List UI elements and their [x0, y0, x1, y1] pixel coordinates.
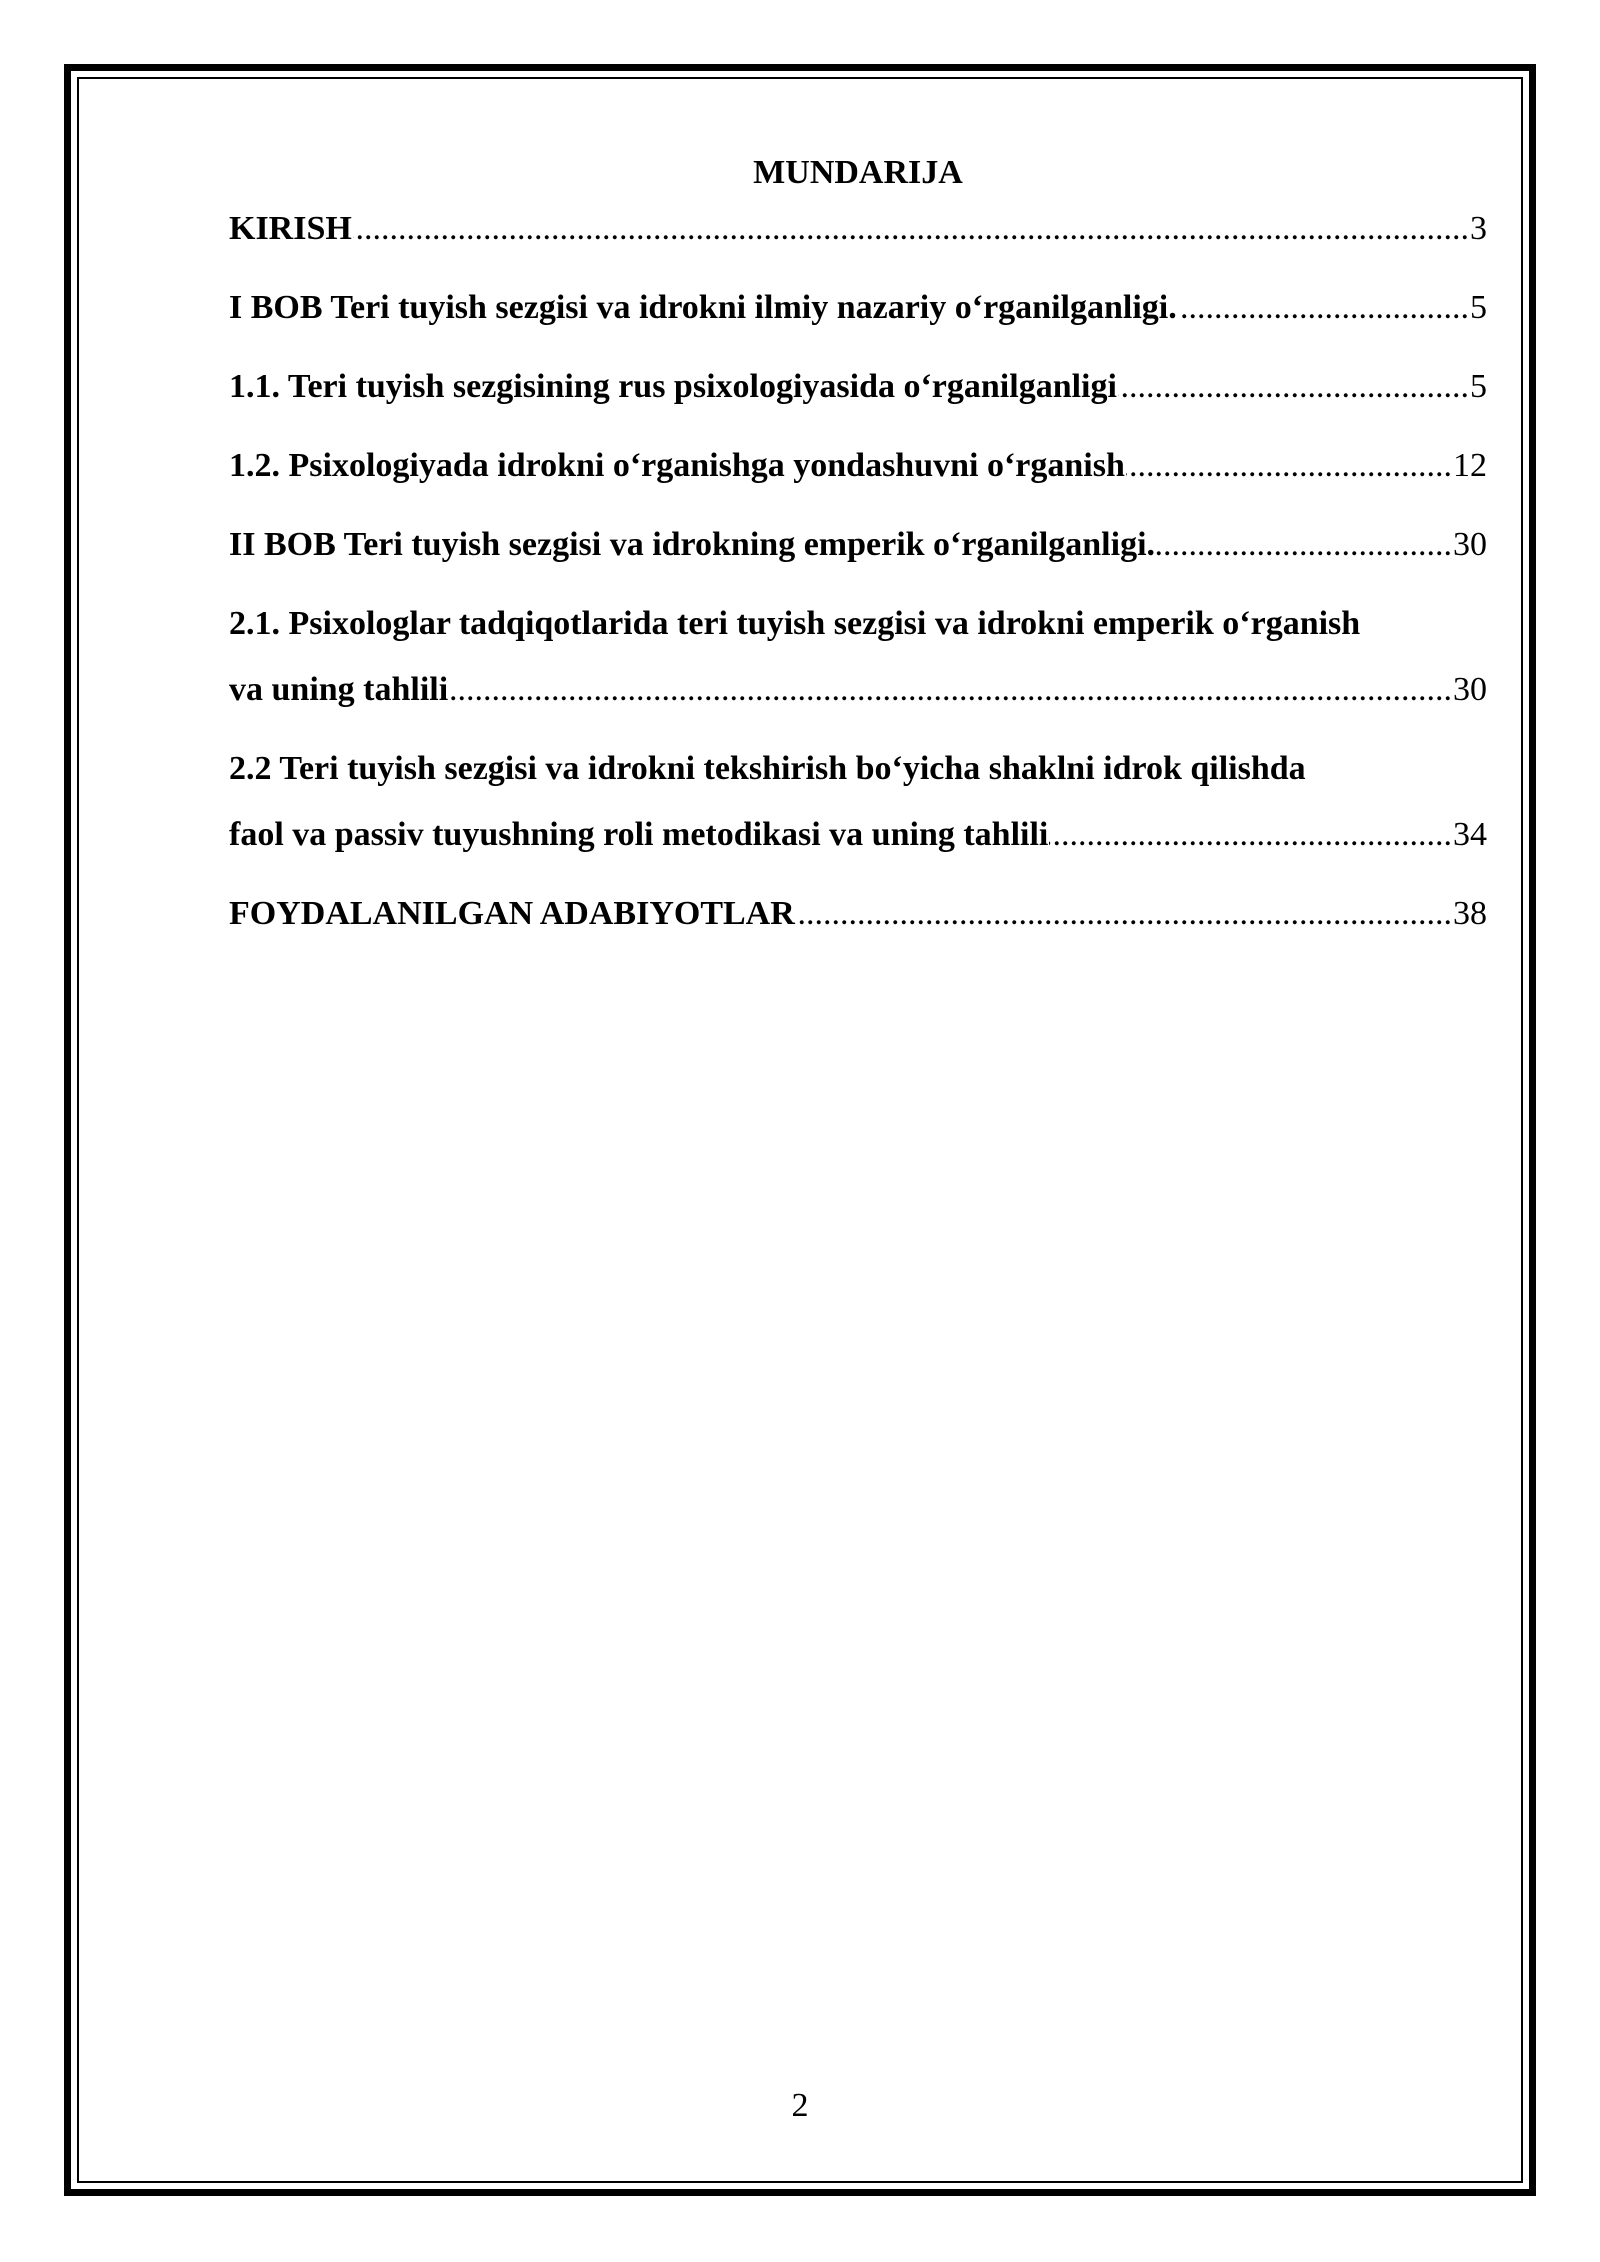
toc-entry-title-line: 2.1. Psixologlar tadqiqotlarida teri tuyish sezgisi va idrokni emperik oʻrganish [229, 605, 1361, 642]
dot-leader [1118, 354, 1469, 420]
dot-leader [353, 196, 1469, 262]
toc-entry-section-1-1[interactable] [229, 354, 1487, 420]
dot-leader [796, 881, 1452, 947]
toc-entry-title: va uning tahlili [229, 671, 449, 708]
page-number: 2 [791, 2087, 809, 2124]
toc-entry-title: II BOB Teri tuyish sezgisi va idrokning emperik oʻrganilganligi. [229, 526, 1156, 563]
toc-entry-title: 1.2. Psixologiyada idrokni oʻrganishga yondashuvni oʻrganish [229, 447, 1125, 484]
toc-entry-section-2-2[interactable] [229, 736, 1487, 868]
toc-line [229, 196, 1487, 262]
toc-entry-title: 1.1. Teri tuyish sezgisining rus psixologiyasida oʻrganilganligi [229, 368, 1117, 405]
page-title: MUNDARIJA [753, 154, 963, 191]
toc-line [229, 512, 1487, 578]
toc-page-number: 5 [1470, 368, 1487, 405]
toc-entry-kirish[interactable] [229, 196, 1487, 262]
toc-entry-section-2-1[interactable] [229, 591, 1487, 723]
toc-entry-title: FOYDALANILGAN ADABIYOTLAR [229, 895, 795, 932]
dot-leader [1049, 802, 1452, 868]
dot-leader [1126, 433, 1452, 499]
table-of-contents [229, 150, 1487, 947]
dot-leader [1178, 275, 1469, 341]
toc-entry-title-line: 2.2 Teri tuyish sezgisi va idrokni tekshirish boʻyicha shaklni idrok qilishda [229, 750, 1306, 787]
toc-line [229, 881, 1487, 947]
toc-page-number: 12 [1453, 447, 1487, 484]
toc-entry-title: faol va passiv tuyushning roli metodikasi va uning tahlili [229, 816, 1049, 853]
toc-entry-title: I BOB Teri tuyish sezgisi va idrokni ilmiy nazariy oʻrganilganligi. [229, 289, 1177, 326]
toc-entry-chapter-2[interactable] [229, 512, 1487, 578]
dot-leader [449, 657, 1452, 723]
toc-line [229, 433, 1487, 499]
toc-page-number: 30 [1453, 526, 1487, 563]
toc-line [229, 354, 1487, 420]
toc-line [229, 657, 1487, 723]
toc-entry-references[interactable] [229, 881, 1487, 947]
toc-line [229, 802, 1487, 868]
toc-page-number: 5 [1470, 289, 1487, 326]
toc-page-number: 30 [1453, 671, 1487, 708]
dot-leader [1156, 512, 1452, 578]
toc-line [229, 275, 1487, 341]
toc-entry-section-1-2[interactable] [229, 433, 1487, 499]
toc-page-number: 38 [1453, 895, 1487, 932]
toc-page-number: 34 [1453, 816, 1487, 853]
toc-page-number: 3 [1470, 210, 1487, 247]
toc-entry-chapter-1[interactable] [229, 275, 1487, 341]
toc-entry-title: KIRISH [229, 210, 352, 247]
